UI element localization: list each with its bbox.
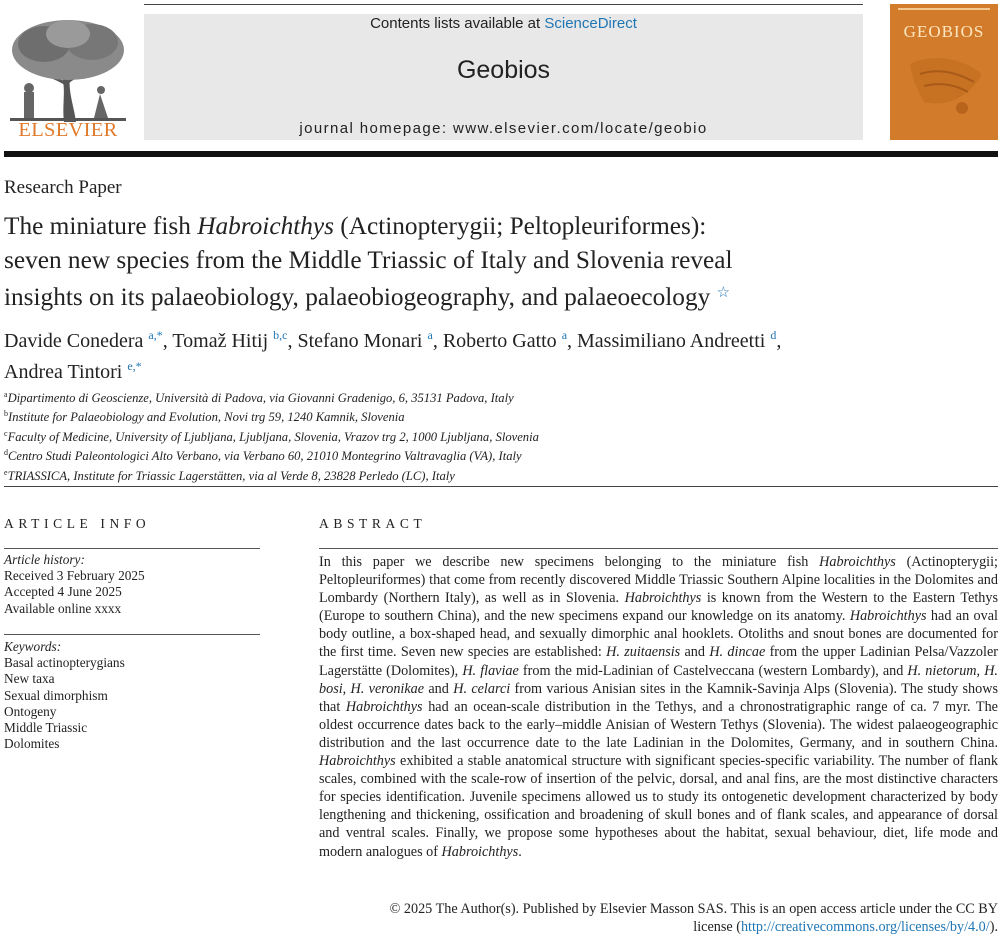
abstract-heading: ABSTRACT — [319, 516, 427, 531]
affiliation: $^c$Faculty of Medicine, University of Ljubljana, Ljubljana, Slovenia, Vrazov trg 2, 1000 Ljubljana, Slovenia — [4, 428, 539, 444]
keyword[interactable]: Middle Triassic — [4, 720, 88, 736]
journal-banner — [144, 14, 863, 140]
journal-homepage: journal homepage: www.elsevier.com/locate/geobio — [299, 120, 708, 137]
article-history — [4, 568, 145, 617]
abstract-body — [319, 553, 998, 861]
abstract-text: from the mid-Ladinian of Castelveccana (western Lombardy), and — [518, 662, 908, 679]
abstract-text: from the upper Ladinian Pelsa/Vazzoler Lagerstätte (Dolomites), — [319, 644, 998, 679]
header-top-rule — [144, 4, 863, 5]
abstract-text: is known from the Western to the Eastern Tethys (Europe to southern China), and the new specimens expand our knowledge on its anatomy. — [319, 590, 998, 625]
keyword[interactable]: Sexual dimorphism — [4, 687, 108, 703]
author-list: Davide Conedera $^{a,*}$, Tomaž Hitij $^{b,c}$, Stefano Monari $^a$, Roberto Gatto $^a$, Massimiliano Andreetti $^d$, Andrea Tintori $^{e,*}$ — [4, 328, 782, 383]
title-genus: Habroichthys — [197, 212, 334, 240]
elsevier-logo[interactable] — [4, 14, 132, 144]
abstract-text: , — [342, 680, 351, 697]
header-divider — [4, 151, 998, 157]
article-type: Research Paper — [4, 177, 122, 198]
keywords-rule — [4, 634, 260, 635]
keyword[interactable]: Dolomites — [4, 736, 60, 752]
journal-homepage-link[interactable]: www.elsevier.com/locate/geobio — [453, 120, 708, 137]
abstract-text: and — [680, 644, 710, 661]
cover-title: GEOBIOS — [903, 22, 985, 41]
journal-cover[interactable] — [890, 4, 998, 140]
abstract-text: In this paper we describe new specimens belonging to the miniature fish — [319, 554, 820, 570]
abstract-text: and — [424, 680, 454, 697]
section-divider — [4, 486, 998, 487]
abstract-text: exhibited a stable anatomical structure with significant species-specific variability. The number of flank scales, combined with the scale-row of insertion of the pelvic, dorsal, and anal fins, are the most distinctive characters for species identification. Juvenile specimens allowed us to study its ontogenetic development characterized by body lengthening and thickening, ossification and broadening of skull bones and of flank scales, and appearance of dorsal and ventral scales. Finally, we propose some hypotheses about the habitat, sexual behaviour, diet, life mode and modern analogues of — [319, 753, 998, 860]
author[interactable]: Stefano Monari $^a$ — [297, 328, 433, 352]
author[interactable]: Davide Conedera $^{a,*}$ — [4, 328, 163, 352]
abstract-italic-term: H. veronikae — [350, 680, 425, 697]
cover-fossil-icon — [890, 4, 998, 140]
abstract-text: from various Anisian sites in the Kamnik-Savinja Alps (Slovenia). The study shows that — [319, 680, 999, 715]
abstract-italic-term: Habroichthys — [345, 698, 423, 715]
sciencedirect-link[interactable]: ScienceDirect — [544, 15, 637, 32]
abstract-italic-term: Habroichthys — [319, 753, 396, 770]
author[interactable]: Andrea Tintori $^{e,*}$ — [4, 359, 142, 383]
article-info-rule — [4, 548, 260, 549]
keyword[interactable]: Ontogeny — [4, 703, 57, 719]
abstract-italic-term: Habroichthys — [849, 608, 927, 625]
affiliation: $^e$TRIASSICA, Institute for Triassic Lagerstätten, via al Verde 8, 23828 Perledo (LC), Italy — [4, 467, 455, 483]
abstract-italic-term: H. nietorum — [907, 662, 977, 679]
abstract-text: had an oval body outline, a box-shaped head, and sexually dimorphic anal hooklets. Otoliths and snout bones are documented for the first time. Seven new species are established: — [319, 608, 998, 661]
keyword[interactable]: New taxa — [4, 671, 55, 687]
abstract-italic-term: Habroichthys — [819, 554, 896, 570]
copyright-notice: © 2025 The Author(s). Published by Elsevier Masson SAS. This is an open access article under the CC BY license (http://creativecommons.org/licenses/by/4.0/). — [389, 901, 998, 936]
history-entry: Accepted 4 June 2025 — [4, 584, 122, 600]
abstract-italic-term: Habroichthys — [624, 590, 702, 607]
author[interactable]: Tomaž Hitij $^{b,c}$ — [172, 328, 288, 352]
history-label: Article history: — [4, 552, 85, 567]
affiliation: $^b$Institute for Palaeobiology and Evolution, Novi trg 59, 1240 Kamnik, Slovenia — [4, 409, 405, 425]
affiliation: $^d$Centro Studi Paleontologici Alto Verbano, via Verbano 60, 21010 Montegrino Valtravaglia (VA), Italy — [4, 448, 522, 464]
license-link[interactable]: http://creativecommons.org/licenses/by/4.0/ — [740, 919, 990, 936]
elsevier-wordmark: ELSEVIER — [18, 119, 118, 141]
abstract-italic-term: H. zuitaensis — [606, 644, 681, 661]
affiliation: $^a$Dipartimento di Geoscienze, Università di Padova, via Giovanni Gradenigo, 6, 35131 Padova, Italy — [4, 390, 514, 405]
abstract-italic-term: H. bosi — [319, 662, 998, 697]
abstract-text: (Actinopterygii; Peltopleuriformes) that come from recently discovered Middle Triassic Southern Alpine localities in the Dolomites and Lombardy (Northern Italy), as well as in Slovenia. — [319, 554, 998, 607]
history-entry: Available online xxxx — [4, 600, 122, 616]
contents-availability: Contents lists available at ScienceDirect — [370, 15, 637, 32]
article-title: The miniature fish Habroichthys (Actinopterygii; Peltopleuriformes): seven new species from the Middle Triassic of Italy and Slovenia reveal insights on its palaeobiology, palaeobiogeography, and palaeoecology ☆ — [4, 212, 733, 311]
abstract-italic-term: H. celarci — [453, 680, 511, 697]
author[interactable]: Roberto Gatto $^a$ — [442, 328, 568, 352]
keyword-list — [4, 655, 125, 753]
affiliations — [4, 387, 539, 484]
history-entry: Received 3 February 2025 — [4, 568, 145, 583]
abstract-italic-term: H. dincae — [709, 644, 766, 661]
journal-name[interactable]: Geobios — [456, 56, 551, 84]
title-footnote-star[interactable]: ☆ — [716, 285, 731, 301]
author[interactable]: Massimiliano Andreetti $^d$ — [577, 328, 777, 352]
abstract-rule — [319, 548, 998, 549]
abstract-text: , — [976, 662, 985, 679]
keywords-label: Keywords: — [4, 639, 62, 654]
abstract-text: had an ocean-scale distribution in the Tethys, and a chronostratigraphic range of ca. 7 myr. The oldest occurrence dates back to the early–middle Anisian of Western Tethys (Slovenia). The widest palaeogeographic distribution and the last occurrence date to the late Ladinian in the Dolomites, Germany, and in southern China. — [319, 698, 998, 751]
article-info-heading: ARTICLE INFO — [4, 516, 151, 531]
keyword[interactable]: Basal actinopterygians — [4, 655, 125, 670]
abstract-italic-term: Habroichthys — [441, 843, 519, 860]
abstract-italic-term: H. flaviae — [462, 662, 519, 679]
abstract-text: . — [518, 843, 522, 860]
